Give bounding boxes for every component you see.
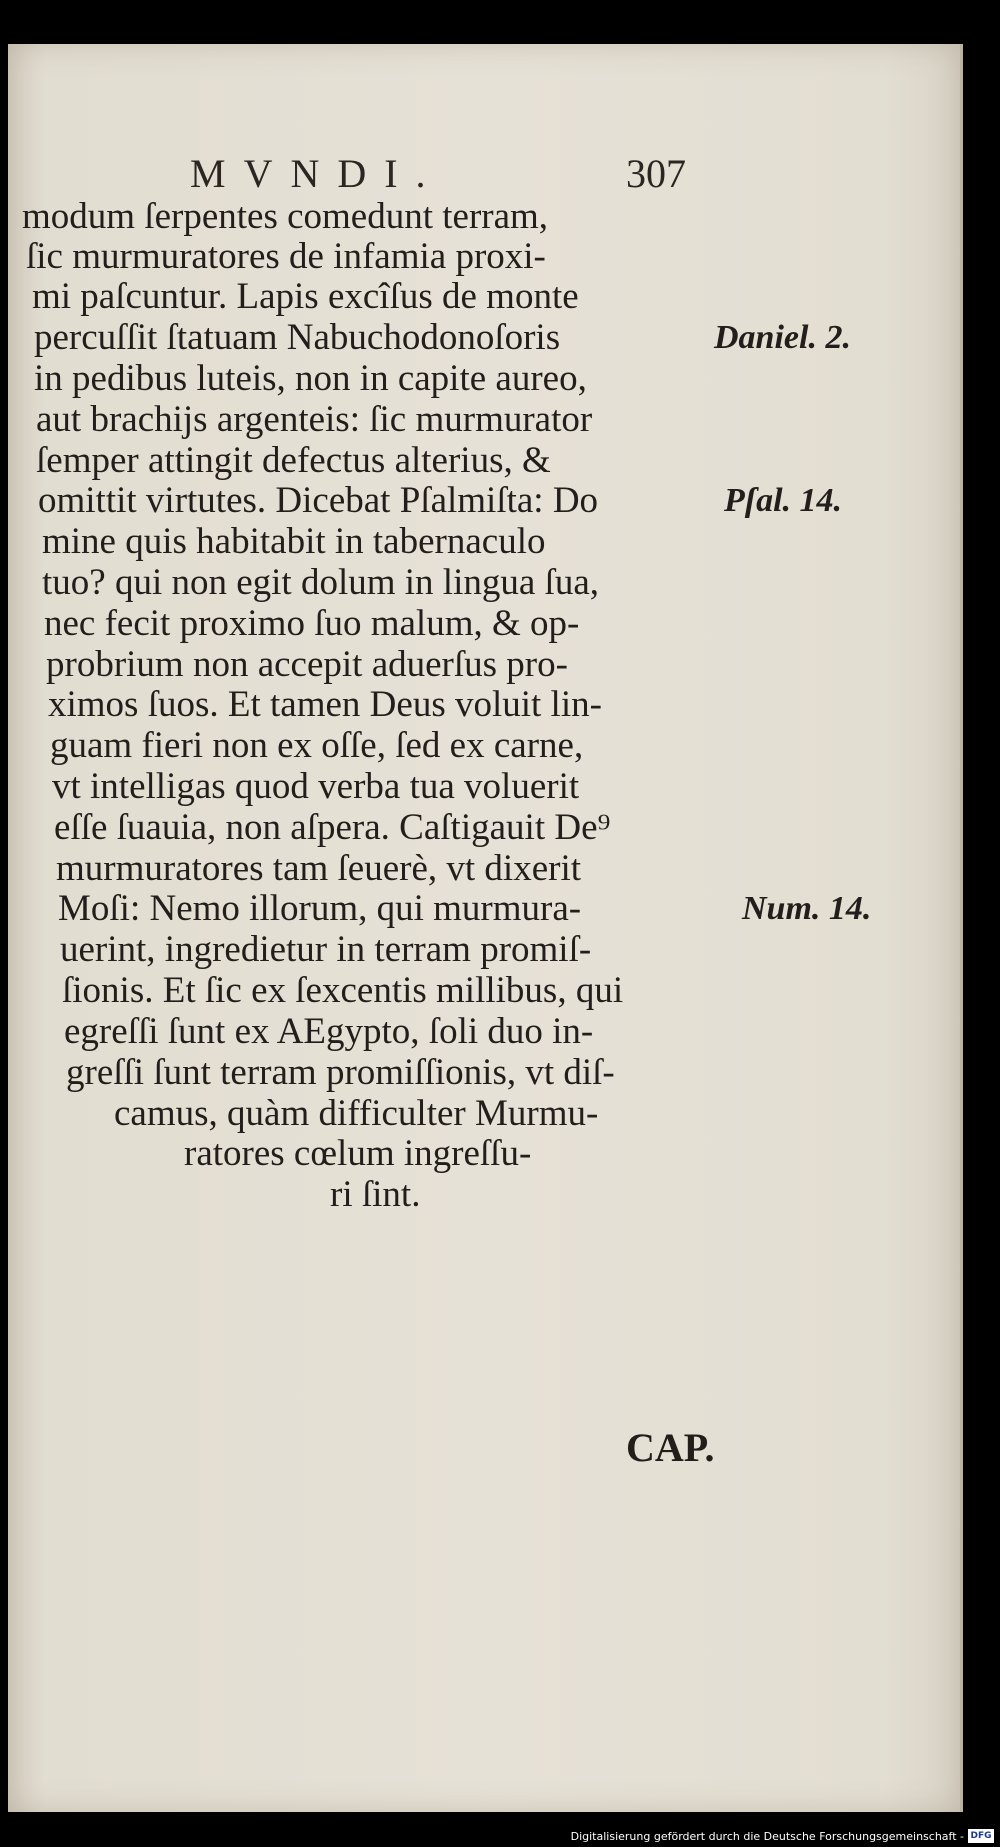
dfg-logo: DFG bbox=[968, 1829, 994, 1843]
funding-credit: Digitalisierung gefördert durch die Deutsche Forschungsgemeinschaft - bbox=[570, 1830, 964, 1843]
text-line: vt intelligas quod verba tua voluerit bbox=[52, 766, 580, 807]
catchword: CAP. bbox=[626, 1425, 715, 1470]
text-line: ſemper attingit defectus alterius, & bbox=[36, 440, 551, 481]
page-number: 307 bbox=[626, 151, 686, 196]
text-line: ximos ſuos. Et tamen Deus voluit lin- bbox=[48, 684, 602, 725]
text-line: probrium non accepit aduerſus pro- bbox=[46, 644, 568, 685]
page-header bbox=[8, 144, 960, 194]
text-line: uerint, ingredietur in terram promiſ- bbox=[60, 929, 592, 970]
text-line: mi paſcuntur. Lapis excîſus de monte bbox=[32, 276, 579, 317]
text-line: tuo? qui non egit dolum in lingua ſua, bbox=[42, 562, 599, 603]
text-line: mine quis habitabit in tabernaculo bbox=[42, 521, 546, 562]
text-line: aut brachijs argenteis: ſic murmurator bbox=[36, 399, 593, 440]
text-line: guam fieri non ex oſſe, ſed ex carne, bbox=[50, 725, 584, 766]
text-line: modum ſerpentes comedunt terram, bbox=[22, 196, 549, 237]
margin-note-numbers: Num. 14. bbox=[742, 890, 872, 927]
text-line: ratores cœlum ingreſſu- bbox=[184, 1133, 532, 1174]
text-line: egreſſi ſunt ex AEgypto, ſoli duo in- bbox=[64, 1011, 594, 1052]
text-line: in pedibus luteis, non in capite aureo, bbox=[34, 358, 587, 399]
text-line: murmuratores tam ſeuerè, vt dixerit bbox=[56, 848, 582, 889]
book-page bbox=[8, 44, 963, 1812]
text-line: ſionis. Et ſic ex ſexcentis millibus, qui bbox=[62, 970, 624, 1011]
margin-note-daniel: Daniel. 2. bbox=[714, 319, 851, 356]
text-line: percuſſit ſtatuam Nabuchodonoſoris bbox=[34, 317, 561, 358]
text-line: nec fecit proximo ſuo malum, & op- bbox=[44, 603, 580, 644]
text-line: omittit virtutes. Dicebat Pſalmiſta: Do bbox=[38, 480, 599, 521]
text-line: ſic murmuratores de infamia proxi- bbox=[26, 236, 546, 277]
text-line: ri ſint. bbox=[330, 1174, 421, 1215]
text-line: Moſi: Nemo illorum, qui murmura- bbox=[58, 888, 582, 929]
text-line: eſſe ſuauia, non aſpera. Caſtigauit De⁹ bbox=[54, 807, 611, 848]
text-line: camus, quàm difficulter Murmu- bbox=[114, 1093, 599, 1134]
margin-note-psalm: Pſal. 14. bbox=[724, 482, 843, 519]
digitization-footer bbox=[0, 1823, 1000, 1847]
text-line: greſſi ſunt terram promiſſionis, vt diſ- bbox=[66, 1052, 615, 1093]
running-title: MVNDI. bbox=[190, 151, 444, 196]
